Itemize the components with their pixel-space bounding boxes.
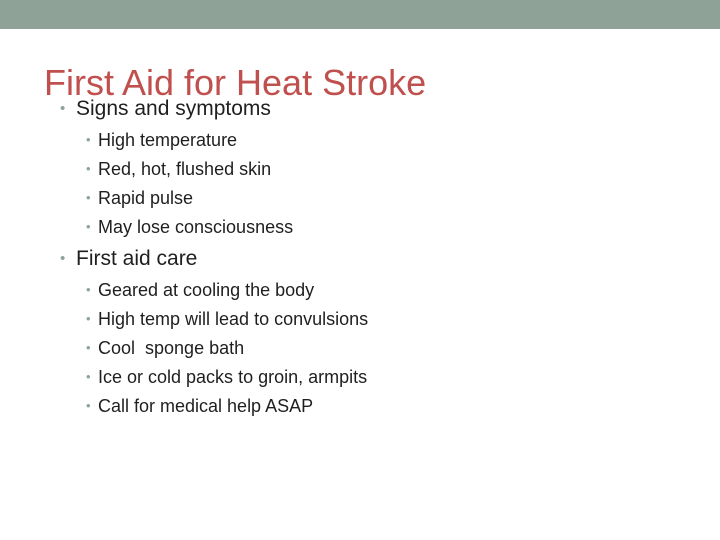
section-heading-text: Signs and symptoms	[76, 97, 271, 120]
list-item-text: May lose consciousness	[98, 217, 294, 237]
bullet-icon: •	[86, 161, 91, 176]
section-heading-first-aid	[60, 246, 197, 272]
list-item-text: High temperature	[98, 130, 238, 150]
list-item	[86, 216, 293, 238]
slide-title: First Aid for Heat Stroke	[44, 62, 427, 103]
bullet-icon: •	[60, 250, 66, 267]
list-item-text: Cool sponge bath	[98, 338, 245, 358]
list-item-text: Geared at cooling the body	[98, 280, 315, 300]
bullet-icon: •	[86, 369, 91, 384]
bullet-icon: •	[86, 282, 91, 297]
section-heading-text: First aid care	[76, 247, 198, 270]
list-item	[86, 366, 367, 388]
bullet-icon: •	[86, 190, 91, 205]
bullet-icon: •	[86, 132, 91, 147]
list-item	[86, 395, 313, 417]
list-item-text: High temp will lead to convulsions	[98, 309, 369, 329]
bullet-icon: •	[86, 340, 91, 355]
list-item	[86, 187, 193, 209]
list-item	[86, 337, 244, 359]
list-item-text: Red, hot, flushed skin	[98, 159, 272, 179]
bullet-icon: •	[60, 100, 66, 117]
bullet-icon: •	[86, 311, 91, 326]
list-item	[86, 279, 314, 301]
list-item	[86, 129, 237, 151]
list-item-text: Call for medical help ASAP	[98, 396, 314, 416]
list-item-text: Rapid pulse	[98, 188, 194, 208]
bullet-icon: •	[86, 398, 91, 413]
bullet-icon: •	[86, 219, 91, 234]
list-item-text: Ice or cold packs to groin, armpits	[98, 367, 368, 387]
list-item	[86, 308, 368, 330]
list-item	[86, 158, 271, 180]
